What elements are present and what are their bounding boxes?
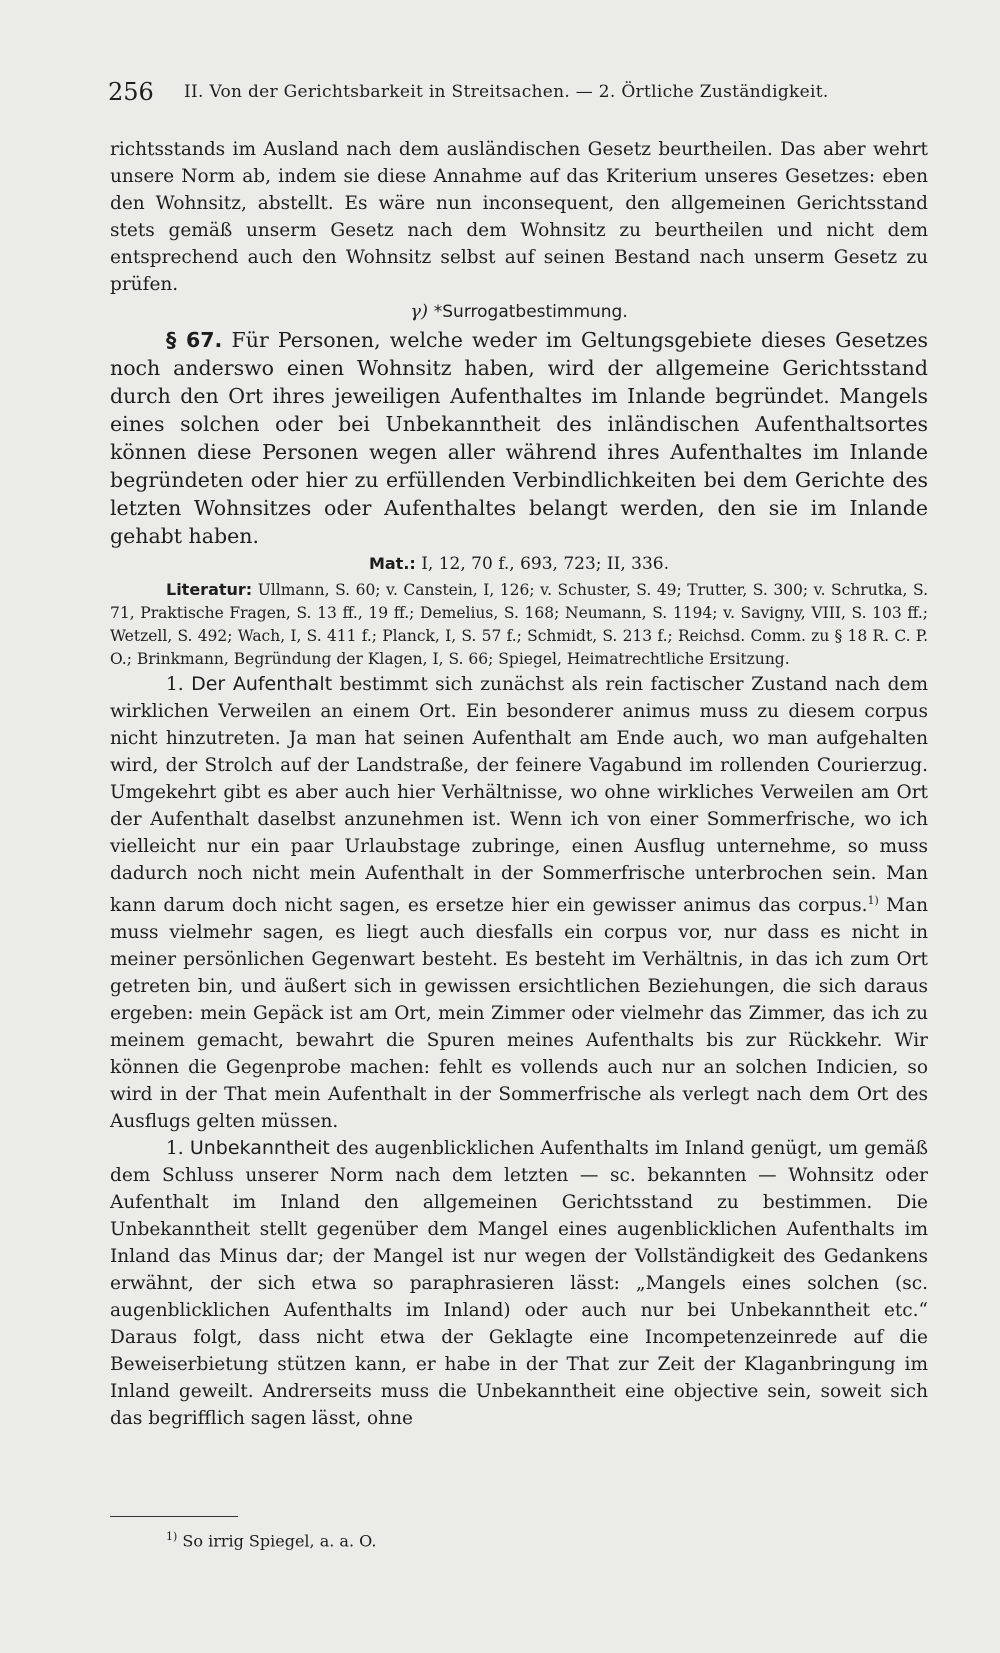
- section-2-text: des augenblicklichen Aufenthalts im Inland genügt, um gemäß dem Schluss unserer Norm nach dem letzten — sc. bekannten — Wohnsitz oder Aufenthalt im Inland den allgemeinen Gerichtsstand zu bestimmen. Die Unbekanntheit stellt gegenüber dem Mangel eines augenblicklichen Aufenthalts im Inland das Minus dar; der Mangel ist nur wegen der Vollständigkeit des Gedankens erwähnt, der sich etwa so paraphrasieren lässt: „Mangels eines solchen (sc. augenblicklichen Aufenthalts im Inland) oder auch nur bei Unbekanntheit etc.“ Daraus folgt, dass nicht etwa der Geklagte eine Incompetenzeinrede auf die Beweiserbietung stützen kann, er habe in der That zur Zeit der Klaganbringung im Inland geweilt. Andrerseits muss die Unbekanntheit eine objective sein, soweit sich das begrifflich sagen lässt, ohne: [110, 1138, 928, 1430]
- section-2-title: Unbekanntheit: [189, 1137, 330, 1160]
- law-text: Für Personen, welche weder im Geltungsgebiete dieses Gesetzes noch anderswo einen Wohnsitz haben, wird der allgemeine Gerichtsstand durch den Ort ihres jeweiligen Aufenthaltes im Inlande begründet. Mangels eines solchen oder bei Unbekanntheit des inländischen Aufenthaltsortes können diese Personen wegen aller während ihres Aufenthaltes im Inlande begründeten oder hier zu erfüllenden Verbindlichkeiten bei dem Gerichte des letzten Wohnsitzes oder Aufenthaltes belangt werden, den sie im Inlande gehabt haben.: [110, 328, 929, 548]
- page-body: [110, 136, 928, 1432]
- section-2-number: 1.: [166, 1138, 184, 1160]
- footnote-divider: [110, 1516, 238, 1517]
- intro-paragraph: richtsstands im Ausland nach dem ausländischen Gesetz beurtheilen. Das aber wehrt unsere Norm ab, indem sie diese Annahme auf das Kriterium unseres Gesetzes: eben den Wohnsitz, abstellt. Es wäre nun inconsequent, den allgemeinen Gerichtsstand stets gemäß unserm Gesetz nach dem Wohnsitz zu beurtheilen und nicht dem entsprechend auch den Wohnsitz selbst auf seinen Bestand nach unserm Gesetz zu prüfen.: [110, 139, 928, 295]
- commentary-section-2: [110, 1135, 928, 1432]
- subheading-marker: γ): [410, 301, 429, 322]
- literature-text: Ullmann, S. 60; v. Canstein, I, 126; v. Schuster, S. 49; Trutter, S. 300; v. Schrutka, S. 71, Praktische Fragen, S. 13 ff., 19 ff.; Demelius, S. 168; Neumann, S. 1194; v. Savigny, VIII, S. 103 ff.; Wetzell, S. 492; Wach, I, S. 411 f.; Planck, I, S. 57 f.; Schmidt, S. 213 f.; Reichsd. Comm. zu § 18 R. C. P. O.; Brinkmann, Begründung der Klagen, I, S. 66; Spiegel, Heimatrechtliche Ersitzung.: [110, 581, 928, 668]
- page-header: [108, 78, 928, 112]
- law-text-paragraph: [110, 326, 928, 550]
- footnote-reference: 1): [867, 894, 879, 907]
- running-head: II. Von der Gerichtsbarkeit in Streitsachen. — 2. Örtliche Zuständigkeit.: [184, 82, 829, 102]
- footnote-text: So irrig Spiegel, a. a. O.: [182, 1531, 377, 1551]
- literature-label: Literatur:: [166, 580, 253, 599]
- materials-text: I, 12, 70 f., 693, 723; II, 336.: [421, 554, 670, 574]
- footnote: [166, 1530, 376, 1550]
- literature-reference: [110, 578, 928, 671]
- section-1-text-a: bestimmt sich zunächst als rein factischer Zustand nach dem wirklichen Verweilen an einem Ort. Ein besonderer animus muss zu diesem corpus nicht hinzutreten. Ja man hat seinen Aufenthalt am Ende auch, wo man aufgehalten wird, der Strolch auf der Landstraße, der feinere Vagabund im rollenden Courierzug. Umgekehrt gibt es aber auch hier Verhältnisse, wo ohne wirkliches Verweilen am Ort der Aufenthalt daselbst anzunehmen ist. Wenn ich von einer Sommerfrische, wo ich vielleicht nur ein paar Urlaubstage zubringe, einen Ausflug unternehme, so muss dadurch noch nicht mein Aufenthalt in der Sommerfrische unterbrochen sein. Man kann darum doch nicht sagen, es ersetze hier ein gewisser animus das corpus.: [110, 674, 928, 917]
- section-1-number: 1.: [166, 674, 184, 695]
- page-number: 256: [108, 78, 154, 106]
- footnote-mark: 1): [166, 1530, 178, 1543]
- section-1-text-b: Man muss vielmehr sagen, es liegt auch diesfalls ein corpus vor, nur dass es nicht in meiner persönlichen Gegenwart besteht. Es besteht im Verhältnis, in das ich zum Ort getreten bin, und äußert sich in gewissen ersichtlichen Beziehungen, die sich daraus ergeben: mein Gepäck ist am Ort, mein Zimmer oder vielmehr das Zimmer, das ich zu meinem gemacht, bewahrt die Spuren meines Aufenthalts bis zur Rückkehr. Wir können die Gegenprobe machen: fehlt es vollends auch nur an solchen Indicien, so wird in der That mein Aufenthalt in der Sommerfrische als verlegt nach dem Ort des Ausflugs gelten müssen.: [110, 895, 928, 1133]
- subheading-title: *Surrogatbestimmung.: [433, 302, 628, 322]
- section-1-title: Der Aufenthalt: [191, 673, 333, 695]
- subheading: [110, 298, 928, 326]
- materials-label: Mat.:: [368, 554, 416, 573]
- section-number: § 67.: [166, 328, 223, 352]
- commentary-section-1: [110, 671, 928, 1135]
- materials-reference: [110, 550, 928, 578]
